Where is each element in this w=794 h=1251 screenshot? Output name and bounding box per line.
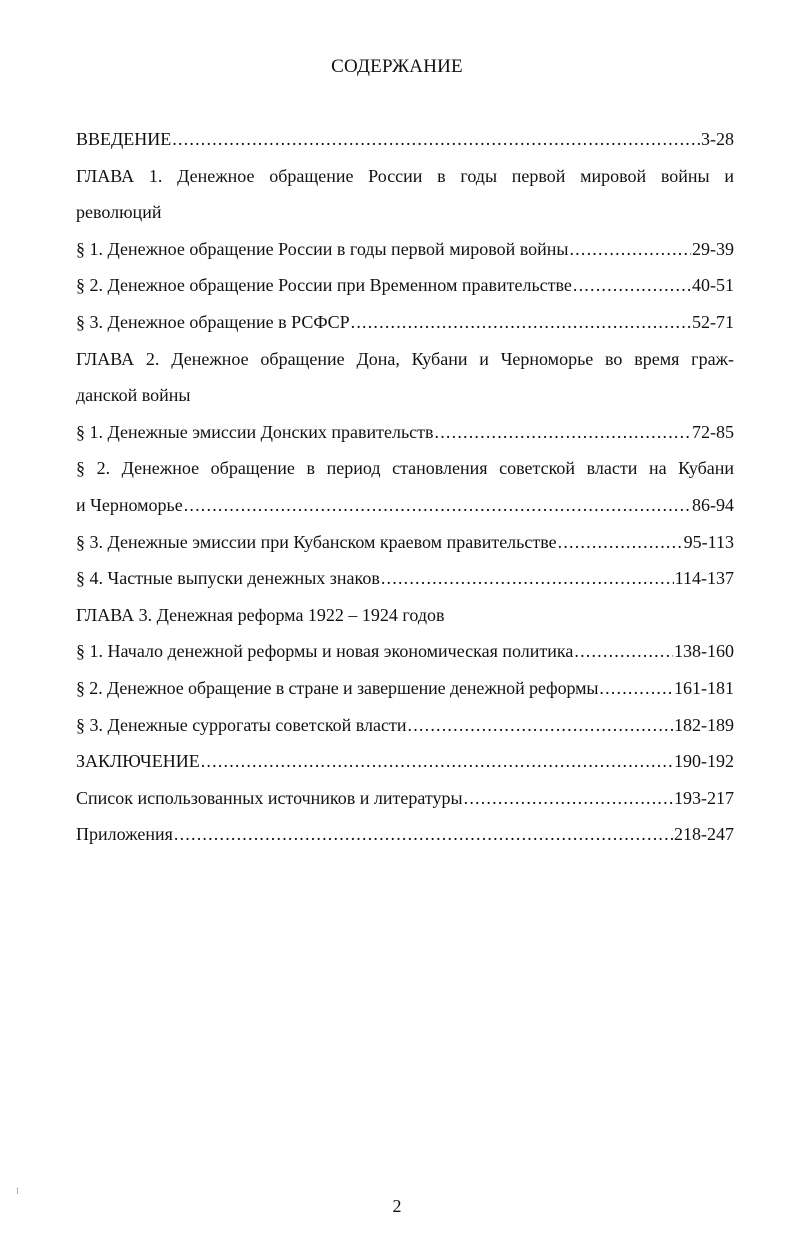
dot-leader <box>569 235 691 263</box>
toc-entry-ch2-s4[interactable] <box>76 564 734 601</box>
dot-leader <box>574 637 673 665</box>
toc-entry-label: Приложения <box>76 824 173 845</box>
toc-entry-pages: 182-189 <box>674 714 734 735</box>
toc-entry-ch3-s3[interactable] <box>76 711 734 748</box>
toc-entry-introduction[interactable] <box>76 125 734 162</box>
toc-entry-label: § 3. Денежное обращение в РСФСР <box>76 311 350 332</box>
toc-entry-pages: 40-51 <box>692 275 734 296</box>
scan-edge-mark: ⁝ <box>16 1186 19 1196</box>
toc-entry-pages: 95-113 <box>683 531 734 552</box>
toc-entry-label: § 1. Начало денежной реформы и новая экономическая политика <box>76 641 574 662</box>
dot-leader <box>351 308 691 336</box>
toc-entry-appendices[interactable] <box>76 820 734 857</box>
dot-leader <box>381 564 674 592</box>
toc-entry-pages: 138-160 <box>674 641 734 662</box>
toc-entry-label: § 2. Денежное обращение России при Временном правительстве <box>76 275 572 296</box>
toc-entry-label: § 2. Денежное обращение в стране и завершение денежной реформы <box>76 677 599 698</box>
dot-leader <box>408 711 673 739</box>
toc-entry-ch2-s1[interactable] <box>76 418 734 455</box>
dot-leader <box>435 418 691 446</box>
dot-leader <box>201 747 673 775</box>
toc-entry-label: § 3. Денежные эмиссии при Кубанском краевом правительстве <box>76 531 557 552</box>
toc-entry-ch1-s2[interactable] <box>76 271 734 308</box>
toc-entry-label: ВВЕДЕНИЕ <box>76 129 172 149</box>
toc-entry-label: § 1. Денежное обращение России в годы первой мировой войны <box>76 238 569 259</box>
toc-entry-ch2-s3[interactable] <box>76 528 734 565</box>
chapter-2-heading-line-1[interactable]: ГЛАВА 2. Денежное обращение Дона, Кубани и Черноморье во время граж- <box>76 348 734 369</box>
dot-leader <box>573 271 691 299</box>
table-of-contents <box>76 125 734 857</box>
dot-leader <box>184 491 691 519</box>
page-title: СОДЕРЖАНИЕ <box>331 56 463 77</box>
dot-leader <box>558 528 683 556</box>
toc-entry-pages: 29-39 <box>692 238 734 259</box>
dot-leader <box>464 784 673 812</box>
toc-entry-label: Список использованных источников и литературы <box>76 787 463 808</box>
toc-entry-conclusion[interactable] <box>76 747 734 784</box>
toc-entry-label: § 1. Денежные эмиссии Донских правительств <box>76 421 434 442</box>
toc-entry-pages: 3-28 <box>701 129 734 149</box>
toc-entry-label: § 3. Денежные суррогаты советской власти <box>76 714 407 735</box>
toc-entry-pages: 52-71 <box>692 311 734 332</box>
toc-entry-label: § 4. Частные выпуски денежных знаков <box>76 568 380 589</box>
chapter-1-heading-line-2[interactable]: революций <box>76 202 162 223</box>
toc-entry-pages: 193-217 <box>674 787 734 808</box>
dot-leader <box>172 125 700 153</box>
toc-entry-ch2-s2-line-2[interactable] <box>76 491 734 528</box>
dot-leader <box>174 820 673 848</box>
chapter-3-heading[interactable]: ГЛАВА 3. Денежная реформа 1922 – 1924 годов <box>76 604 445 625</box>
toc-entry-pages: 86-94 <box>692 494 734 515</box>
toc-entry-pages: 161-181 <box>674 677 734 698</box>
page-number: 2 <box>392 1196 402 1216</box>
chapter-1-heading-line-1[interactable]: ГЛАВА 1. Денежное обращение России в годы первой мировой войны и <box>76 165 734 186</box>
toc-entry-pages: 114-137 <box>674 568 734 589</box>
toc-entry-references[interactable] <box>76 784 734 821</box>
toc-entry-pages: 190-192 <box>674 751 734 772</box>
toc-entry-ch3-s1[interactable] <box>76 637 734 674</box>
toc-entry-pages: 218-247 <box>674 824 734 845</box>
toc-entry-label: и Черноморье <box>76 494 183 515</box>
toc-entry-ch1-s3[interactable] <box>76 308 734 345</box>
toc-entry-ch2-s2-line-1[interactable]: § 2. Денежное обращение в период становления советской власти на Кубани <box>76 458 734 479</box>
toc-entry-ch3-s2[interactable] <box>76 674 734 711</box>
chapter-2-heading-line-2[interactable]: данской войны <box>76 385 191 406</box>
dot-leader <box>599 674 673 702</box>
toc-entry-label: ЗАКЛЮЧЕНИЕ <box>76 751 200 772</box>
toc-entry-pages: 72-85 <box>692 421 734 442</box>
toc-entry-ch1-s1[interactable] <box>76 235 734 272</box>
